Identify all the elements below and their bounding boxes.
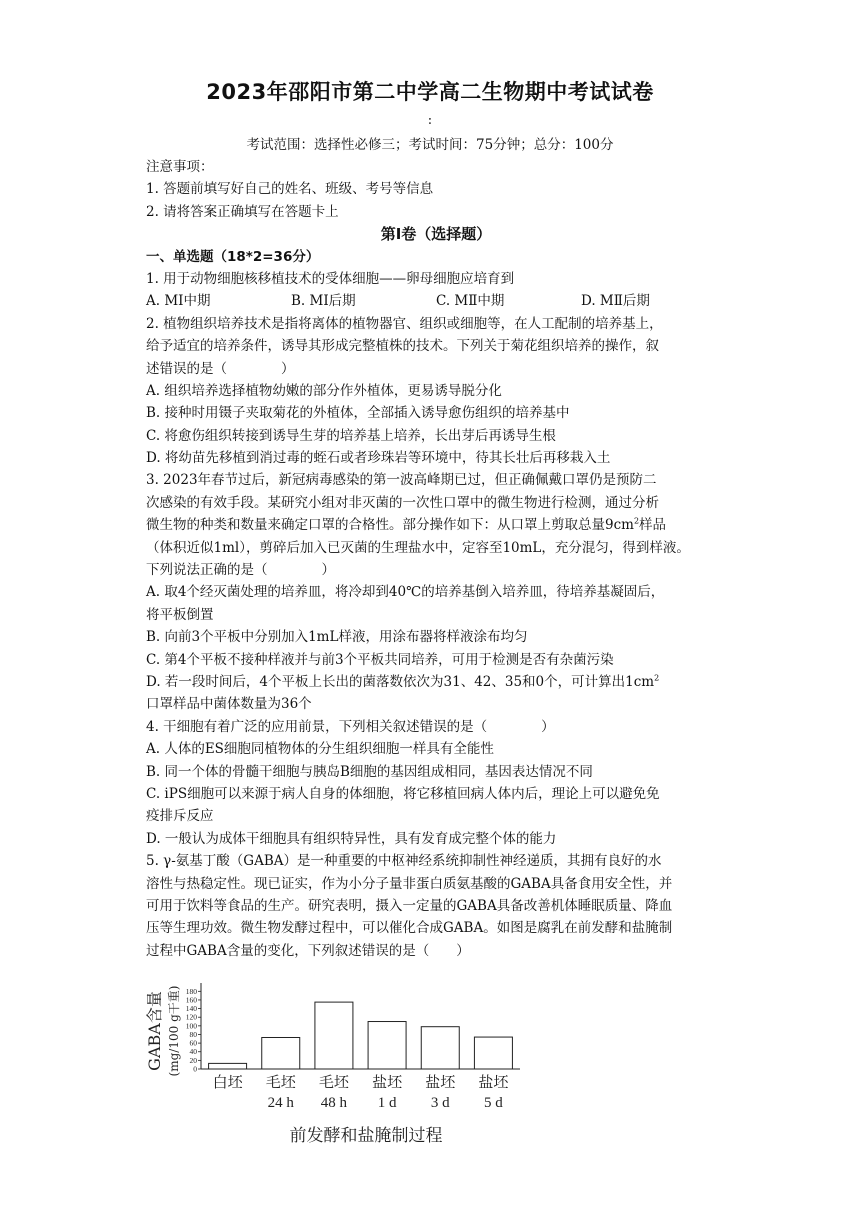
question-2-stem: 述错误的是（ ）: [146, 360, 295, 377]
question-5-stem: 可用于饮料等食品的生产。研究表明，摄入一定量的GABA具备改善机体睡眠质量、降血: [146, 897, 673, 914]
y-tick-label: 160: [185, 995, 197, 1005]
question-5-stem: 5. γ-氨基丁酸（GABA）是一种重要的中枢神经系统抑制性神经递质，其拥有良好的水: [146, 853, 662, 870]
question-1-options: [146, 290, 726, 312]
x-tick-sublabel: 1 d: [377, 1095, 397, 1111]
x-axis-label: 前发酵和盐腌制过程: [289, 1126, 443, 1146]
y-tick-label: 40: [189, 1047, 197, 1057]
notes-heading: 注意事项：: [146, 159, 214, 175]
question-3-stem: （体积近似1ml），剪碎后加入已灭菌的生理盐水中，定容至10mL，充分混匀，得到样液。: [146, 539, 690, 556]
option-a: A. 人体的ES细胞同植物体的分生组织细胞一样具有全能性: [146, 741, 494, 758]
bar: [474, 1037, 512, 1069]
question-5-stem: 溶性与热稳定性。现已证实，作为小分子量非蛋白质氨基酸的GABA具备食用安全性，并: [146, 875, 673, 892]
bar: [209, 1063, 247, 1069]
option-b: B. 同一个体的骨髓干细胞与胰岛B细胞的基因组成相同，基因表达情况不同: [146, 763, 593, 780]
x-tick-sublabel: 3 d: [430, 1095, 450, 1111]
question-3-stem: 3. 2023年春节过后，新冠病毒感染的第一波高峰期已过，但正确佩戴口罩仍是预防二: [146, 472, 657, 489]
y-axis-unit-label: (mg/100 g干重): [167, 985, 181, 1077]
y-tick-label: 180: [185, 986, 197, 996]
x-tick-label: 盐坯: [478, 1073, 509, 1091]
option-c: C. 将愈伤组织转接到诱导生芽的培养基上培养，长出芽后再诱导生根: [146, 427, 556, 444]
question-3-stem: 下列说法正确的是（ ）: [146, 562, 335, 579]
note-item: 1. 答题前填写好自己的姓名、班级、考号等信息: [146, 181, 434, 198]
volume-heading: 第Ⅰ卷（选择题）: [380, 225, 492, 244]
option-d-cont: 口罩样品中菌体数量为36个: [146, 696, 312, 713]
option-c-cont: 疫排斥反应: [146, 808, 214, 825]
option-a-cont: 将平板倒置: [146, 606, 214, 623]
question-5-stem: 过程中GABA含量的变化，下列叙述错误的是（ ）: [146, 942, 470, 959]
x-tick-label: 白坯: [212, 1073, 243, 1091]
section-heading: 一、单选题（18*2=36分）: [146, 248, 320, 265]
bar: [315, 1002, 353, 1069]
option-a: A. 取4个经灭菌处理的培养皿，将冷却到40℃的培养基倒入培养皿，待培养基凝固后，: [146, 584, 665, 601]
option-c: C. 第4个平板不接种样液并与前3个平板共同培养，可用于检测是否有杂菌污染: [146, 651, 614, 668]
question-3-stem: 次感染的有效手段。某研究小组对非灭菌的一次性口罩中的微生物进行检测，通过分析: [146, 494, 659, 511]
question-2-stem: 2. 植物组织培养技术是指将离体的植物器官、组织或细胞等，在人工配制的培养基上，: [146, 315, 663, 332]
y-tick-label: 120: [185, 1012, 197, 1022]
exam-title: 2023年邵阳市第二中学高二生物期中考试试卷: [206, 80, 654, 104]
option-d: D. MⅡ后期: [581, 293, 650, 310]
option-b: B. 向前3个平板中分别加入1mL样液，用涂布器将样液涂布均匀: [146, 629, 528, 646]
x-tick-label: 毛坯: [318, 1073, 349, 1091]
option-c: C. MⅡ中期: [436, 293, 505, 310]
question-4-stem: 4. 干细胞有着广泛的应用前景，下列相关叙述错误的是（ ）: [146, 718, 555, 735]
x-tick-label: 盐坯: [372, 1073, 403, 1091]
option-a: A. MⅠ中期: [146, 293, 211, 310]
option-b: B. 接种时用镊子夹取菊花的外植体，全部插入诱导愈伤组织的培养基中: [146, 405, 570, 422]
question-2-stem: 给予适宜的培养条件，诱导其形成完整植株的技术。下列关于菊花组织培养的操作，叙: [146, 338, 659, 355]
title-colon: :: [427, 113, 433, 128]
question-1-stem: 1. 用于动物细胞核移植技术的受体细胞——卵母细胞应培育到: [146, 270, 515, 287]
y-tick-label: 100: [185, 1021, 197, 1031]
gaba-bar-chart: [140, 975, 540, 1150]
option-c: C. iPS细胞可以来源于病人自身的体细胞，将它移植回病人体内后，理论上可以避免免: [146, 785, 660, 802]
bar: [262, 1037, 300, 1069]
y-axis-label: GABA含量: [145, 991, 164, 1071]
option-d: D. 将幼苗先移植到消过毒的蛭石或者珍珠岩等环境中，待其长壮后再移栽入土: [146, 450, 611, 467]
option-a: A. 组织培养选择植物幼嫩的部分作外植体，更易诱导脱分化: [146, 382, 502, 399]
option-d: D. 一般认为成体干细胞具有组织特异性，具有发育成完整个体的能力: [146, 830, 557, 847]
option-d: D. 若一段时间后，4个平板上长出的菌落数依次为31、42、35和0个，可计算出$1cm^2$: [146, 673, 660, 690]
exam-body: [146, 156, 726, 962]
option-b: B. MⅠ后期: [291, 293, 356, 310]
x-tick-sublabel: 48 h: [320, 1095, 348, 1111]
x-tick-sublabel: 24 h: [267, 1095, 294, 1111]
y-tick-label: 0: [193, 1064, 197, 1074]
note-item: 2. 请将答案正确填写在答题卡上: [146, 203, 339, 220]
x-tick-label: 毛坯: [265, 1073, 296, 1091]
question-5-stem: 压等生理功效。微生物发酵过程中，可以催化合成GABA。如图是腐乳在前发酵和盐腌制: [146, 920, 673, 937]
y-tick-label: 140: [185, 1004, 197, 1014]
question-3-stem: 微生物的种类和数量来确定口罩的合格性。部分操作如下：从口罩上剪取总量$9cm^2$样品: [146, 516, 667, 534]
y-tick-label: 80: [189, 1029, 197, 1039]
y-tick-label: 60: [189, 1038, 197, 1048]
x-tick-label: 盐坯: [425, 1073, 456, 1091]
x-tick-sublabel: 5 d: [484, 1095, 503, 1111]
bar: [421, 1027, 459, 1069]
exam-scope-line: 考试范围：选择性必修三；考试时间：75分钟；总分：100分: [246, 137, 614, 153]
bar: [368, 1022, 406, 1069]
y-tick-label: 20: [189, 1055, 197, 1065]
